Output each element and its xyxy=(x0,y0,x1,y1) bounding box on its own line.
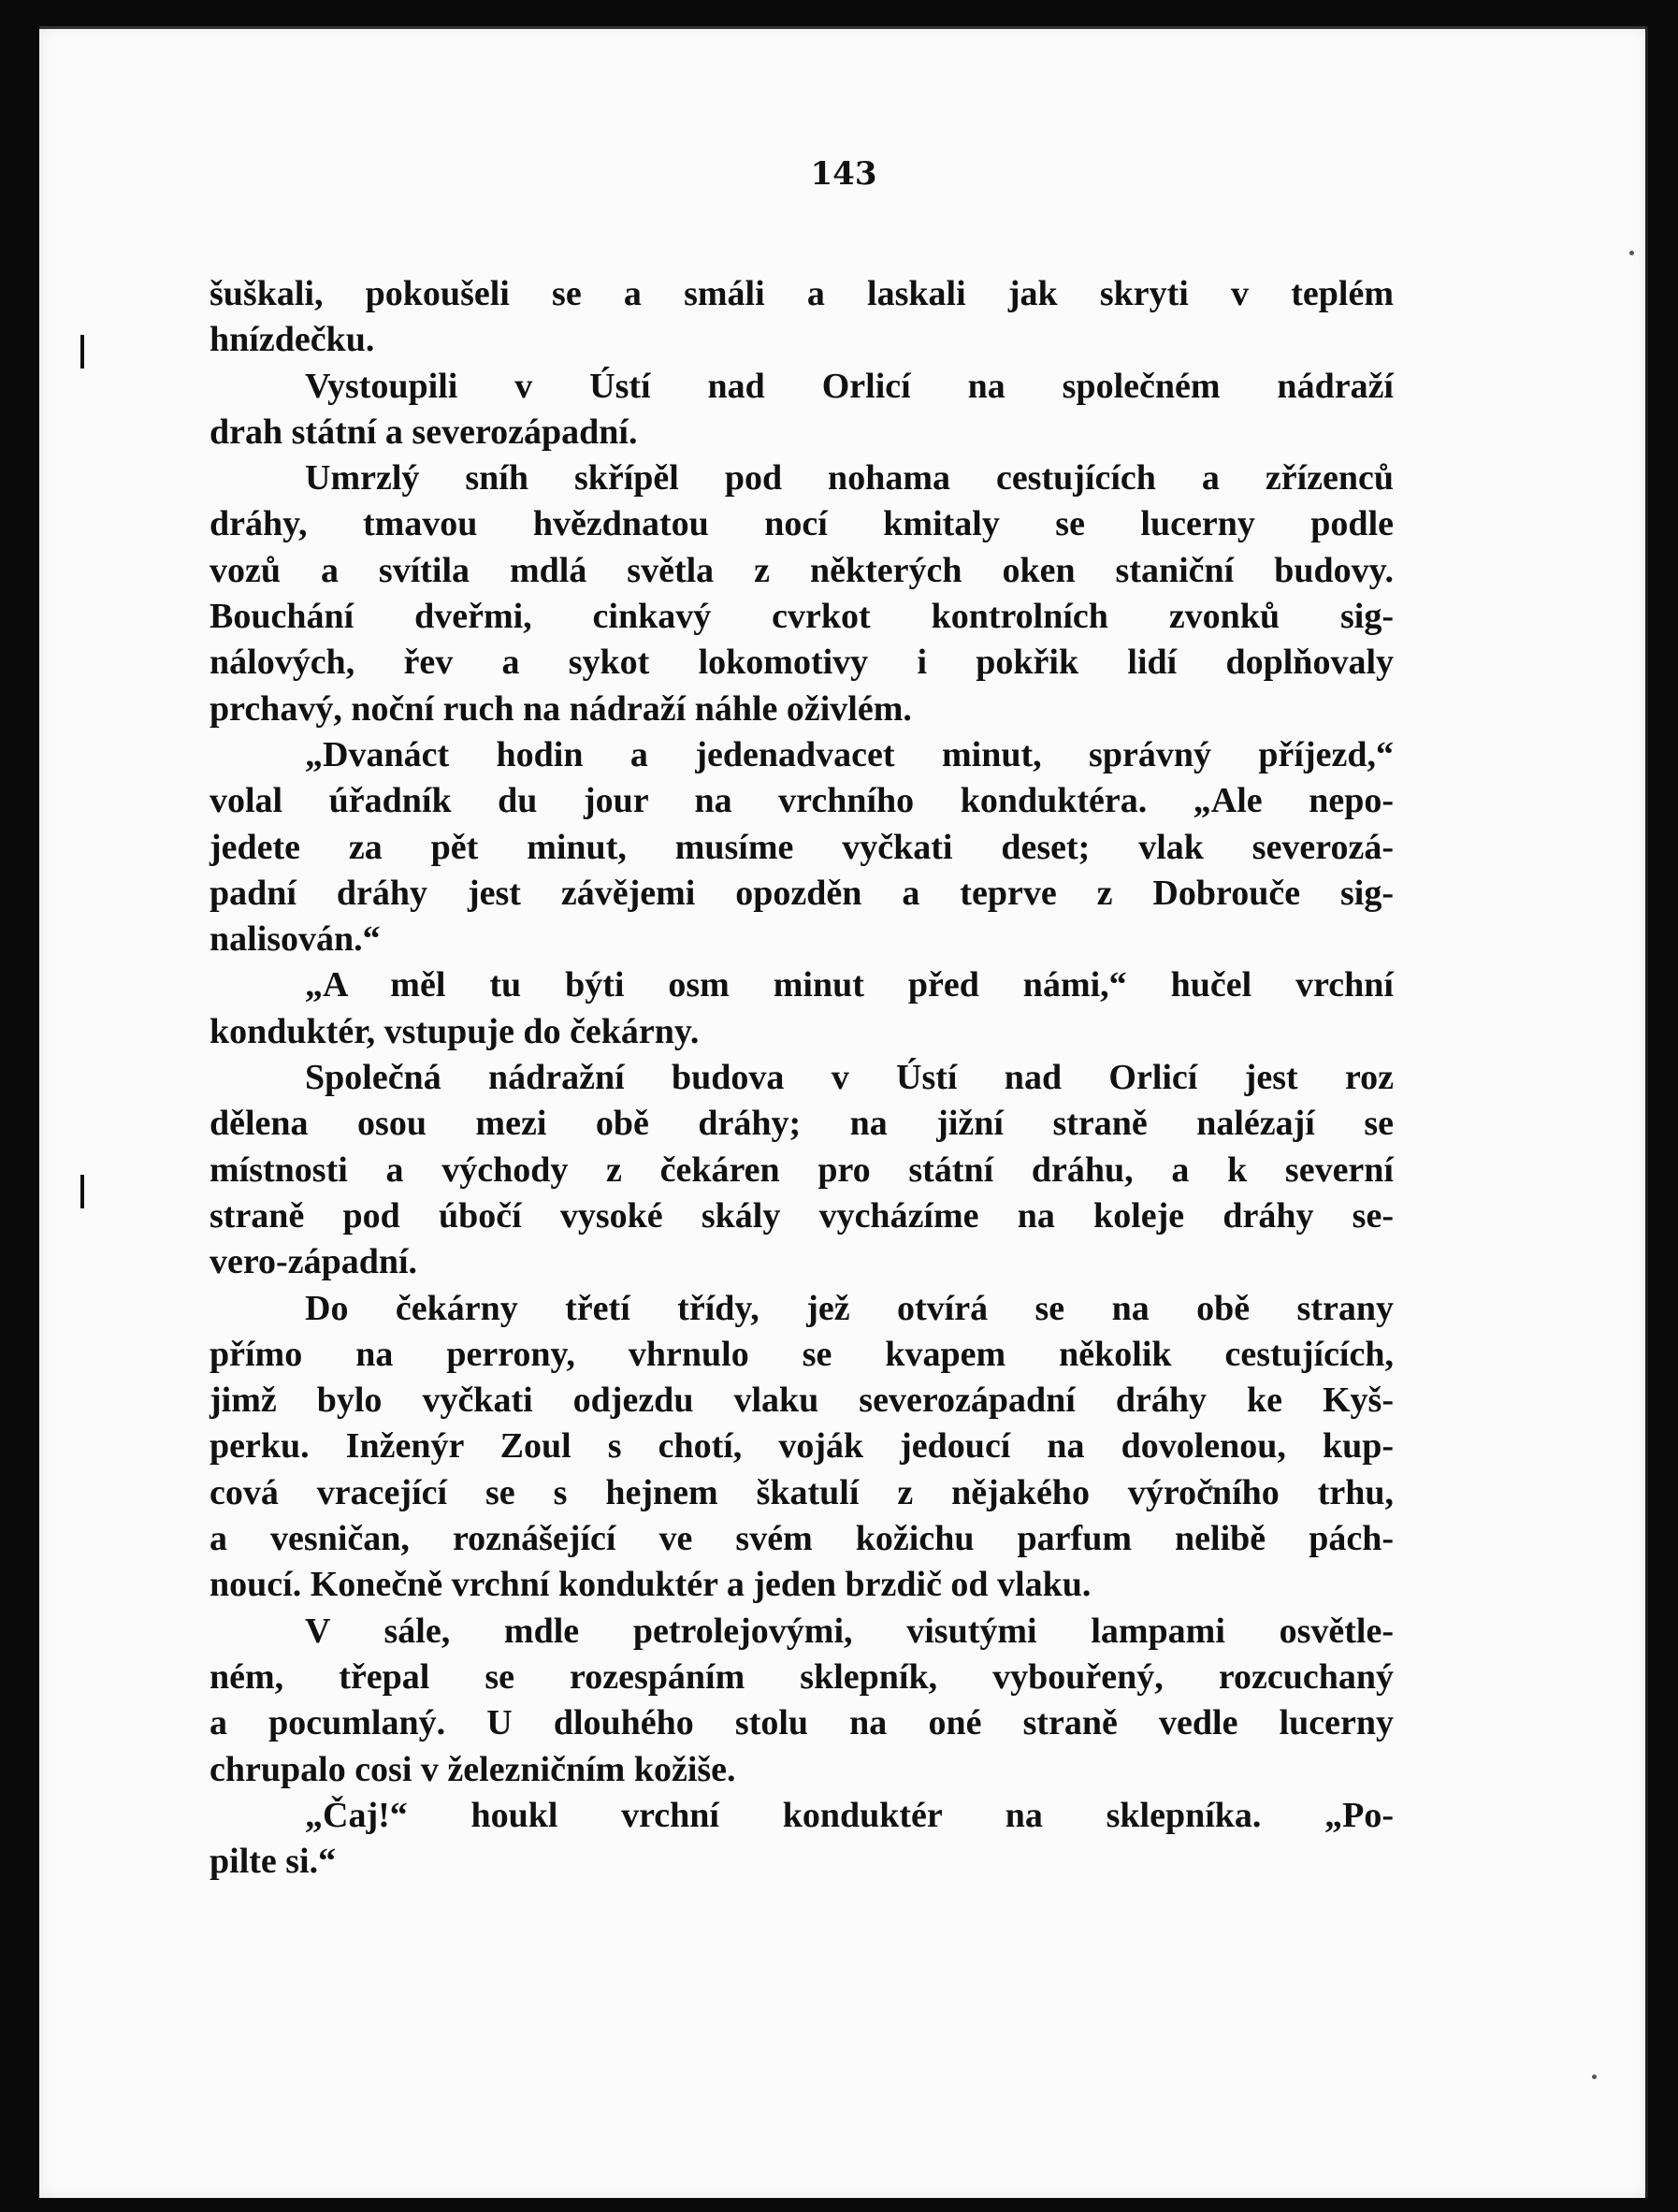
text-line: vozů a svítila mdlá světla z některých oken staniční budovy. xyxy=(210,550,1394,590)
text-line: V sále, mdle petrolejovými, visutými lampami osvětle- xyxy=(305,1611,1394,1651)
page-top-edge xyxy=(39,26,1648,29)
text-line: pilte si.“ xyxy=(210,1842,337,1882)
text-line: dělena osou mezi obě dráhy; na jižní straně nalézají se xyxy=(210,1104,1394,1144)
scan-speck xyxy=(1629,251,1634,255)
book-page xyxy=(39,26,1648,2198)
text-line: šuškali, pokoušeli se a smáli a laskali jak skryti v teplém xyxy=(210,274,1394,313)
page-right-edge xyxy=(1645,26,1648,2198)
text-line: straně pod úbočí vysoké skály vycházíme na koleje dráhy se- xyxy=(210,1195,1394,1236)
text-line: drah státní a severozápadní. xyxy=(210,412,638,452)
text-line: Do čekárny třetí třídy, jež otvírá se na obě strany xyxy=(305,1288,1394,1328)
text-line: Společná nádražní budova v Ústí nad Orlicí jest roz xyxy=(305,1058,1394,1098)
text-line: nálových, řev a sykot lokomotivy i pokřik lidí doplňovaly xyxy=(210,643,1394,683)
text-line: ném, třepal se rozespáním sklepník, vybouřený, rozcuchaný xyxy=(210,1656,1394,1697)
text-line: Vystoupili v Ústí nad Orlicí na společném nádraží xyxy=(305,366,1394,406)
text-line: a pocumlaný. U dlouhého stolu na oné straně vedle lucerny xyxy=(210,1703,1394,1743)
text-line: chrupalo cosi v železničním kožiše. xyxy=(210,1749,736,1789)
text-line: a vesničan, roznášející ve svém kožichu parfum nelibě pách- xyxy=(210,1519,1394,1559)
text-line: „A měl tu býti osm minut před námi,“ hučel vrchní xyxy=(305,965,1394,1005)
binding-mark xyxy=(80,1175,84,1208)
text-line: konduktér, vstupuje do čekárny. xyxy=(210,1011,700,1051)
body-text xyxy=(210,271,1394,1885)
text-line: přímo na perrony, vhrnulo se kvapem několik cestujících, xyxy=(210,1334,1394,1374)
text-line: noucí. Konečně vrchní konduktér a jeden brzdič od vlaku. xyxy=(210,1565,1092,1605)
text-line: volal úřadník du jour na vrchního konduktéra. „Ale nepo- xyxy=(210,781,1394,821)
scan-speck xyxy=(1592,2075,1597,2079)
text-line: dráhy, tmavou hvězdnatou nocí kmitaly se lucerny podle xyxy=(210,504,1394,544)
text-line: cová vracející se s hejnem škatulí z nějakého výročního trhu, xyxy=(210,1472,1394,1512)
binding-mark xyxy=(80,335,84,369)
text-line: vero-západní. xyxy=(210,1242,418,1282)
text-line: místnosti a východy z čekáren pro státní dráhu, a k severní xyxy=(210,1149,1394,1190)
text-line: Umrzlý sníh skřípěl pod nohama cestujících a zřízenců xyxy=(305,458,1394,499)
text-line: padní dráhy jest závějemi opozděn a teprve z Dobrouče sig- xyxy=(210,873,1394,913)
text-line: nalisován.“ xyxy=(210,919,381,960)
text-line: perku. Inženýr Zoul s chotí, voják jedoucí na dovolenou, kup- xyxy=(210,1426,1394,1467)
text-line: Bouchání dveřmi, cinkavý cvrkot kontrolních zvonků sig- xyxy=(210,597,1394,637)
text-line: jedete za pět minut, musíme vyčkati deset; vlak severozá- xyxy=(210,827,1394,867)
page-number: 143 xyxy=(810,155,877,193)
text-line: „Dvanáct hodin a jedenadvacet minut, správný příjezd,“ xyxy=(305,734,1394,774)
text-line: prchavý, noční ruch na nádraží náhle oživlém. xyxy=(210,688,912,729)
text-line: hnízdečku. xyxy=(210,320,375,360)
text-line: jimž bylo vyčkati odjezdu vlaku severozápadní dráhy ke Kyš- xyxy=(210,1381,1394,1421)
text-line: „Čaj!“ houkl vrchní konduktér na sklepníka. „Po- xyxy=(305,1795,1394,1835)
